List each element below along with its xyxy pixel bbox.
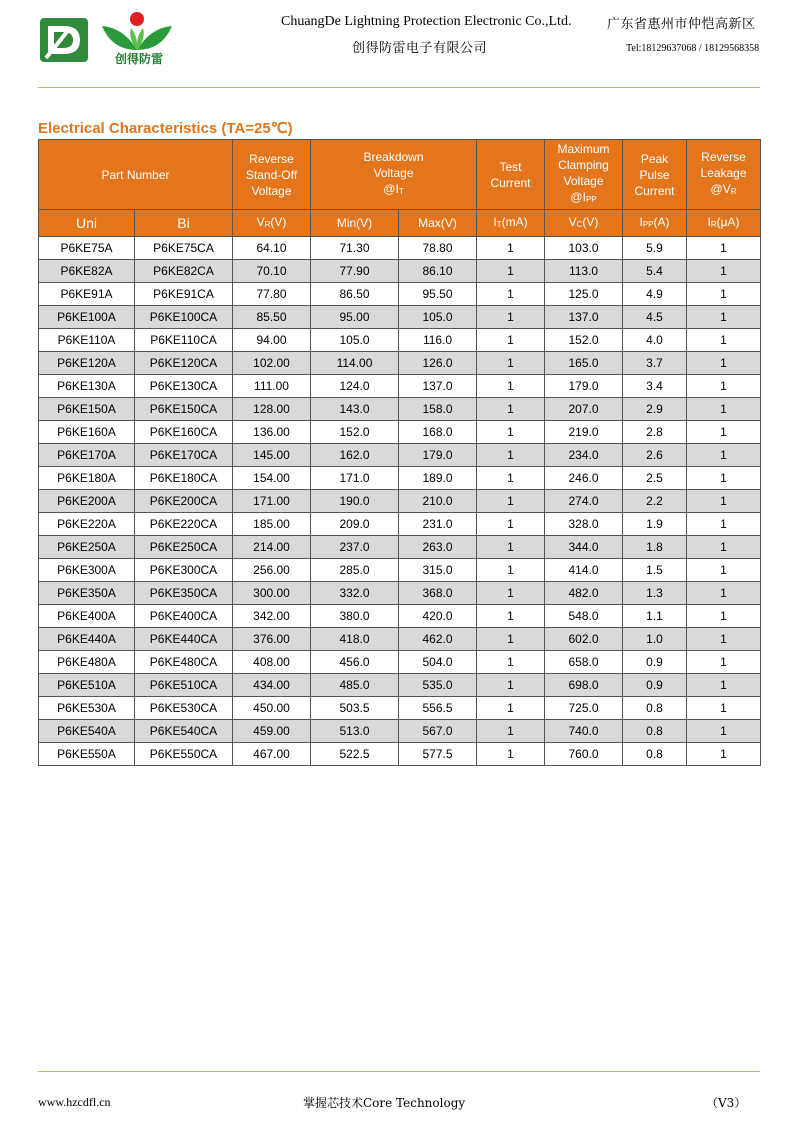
header-breakdown-voltage: Breakdown Voltage $@I_T$ xyxy=(311,140,477,210)
cell-vbr-max: 556.5 xyxy=(399,697,477,720)
cell-ipp: 2.8 xyxy=(623,421,687,444)
cell-bi-part: P6KE100CA xyxy=(135,306,233,329)
cell-ir: 1 xyxy=(687,421,761,444)
cell-vr: 450.00 xyxy=(233,697,311,720)
cell-vbr-min: 332.0 xyxy=(311,582,399,605)
cell-uni-part: P6KE170A xyxy=(39,444,135,467)
cell-ipp: 1.0 xyxy=(623,628,687,651)
cell-ipp: 1.9 xyxy=(623,513,687,536)
cell-ipp: 0.9 xyxy=(623,674,687,697)
cell-bi-part: P6KE400CA xyxy=(135,605,233,628)
cell-vbr-max: 95.50 xyxy=(399,283,477,306)
cell-vc: 760.0 xyxy=(545,743,623,766)
section-title: Electrical Characteristics (TA=25℃) xyxy=(38,120,293,137)
header-test-current: Test Current xyxy=(477,140,545,210)
table-row xyxy=(39,743,761,766)
cell-vbr-min: 86.50 xyxy=(311,283,399,306)
subheader-ir: $I_R(\mu A)$ xyxy=(687,210,761,237)
table-row xyxy=(39,260,761,283)
cell-it: 1 xyxy=(477,398,545,421)
cell-ir: 1 xyxy=(687,306,761,329)
cell-vc: 125.0 xyxy=(545,283,623,306)
cell-uni-part: P6KE480A xyxy=(39,651,135,674)
footer-version: （V3） xyxy=(706,1096,747,1110)
subheader-min: Min(V) xyxy=(311,210,399,237)
table-row xyxy=(39,605,761,628)
cell-ir: 1 xyxy=(687,628,761,651)
cell-it: 1 xyxy=(477,352,545,375)
company-name-en: ChuangDe Lightning Protection Electronic Co.,Ltd. xyxy=(281,14,572,29)
cell-vbr-min: 190.0 xyxy=(311,490,399,513)
cell-vbr-min: 152.0 xyxy=(311,421,399,444)
cell-ir: 1 xyxy=(687,605,761,628)
cell-vr: 171.00 xyxy=(233,490,311,513)
cell-vbr-min: 513.0 xyxy=(311,720,399,743)
cell-it: 1 xyxy=(477,467,545,490)
cell-ipp: 2.5 xyxy=(623,467,687,490)
cell-vc: 234.0 xyxy=(545,444,623,467)
cell-ir: 1 xyxy=(687,237,761,260)
cell-vbr-max: 420.0 xyxy=(399,605,477,628)
cell-ir: 1 xyxy=(687,329,761,352)
cell-vbr-max: 78.80 xyxy=(399,237,477,260)
company-address-cn: 广东省惠州市仲恺高新区 xyxy=(607,17,756,32)
cell-it: 1 xyxy=(477,260,545,283)
cell-bi-part: P6KE220CA xyxy=(135,513,233,536)
cell-vbr-min: 237.0 xyxy=(311,536,399,559)
cell-vr: 154.00 xyxy=(233,467,311,490)
cell-ir: 1 xyxy=(687,352,761,375)
cell-vbr-max: 158.0 xyxy=(399,398,477,421)
footer-website: www.hzcdfl.cn xyxy=(38,1095,111,1109)
cell-vbr-max: 231.0 xyxy=(399,513,477,536)
table-row xyxy=(39,628,761,651)
table-row xyxy=(39,444,761,467)
table-row xyxy=(39,398,761,421)
cell-vc: 179.0 xyxy=(545,375,623,398)
cell-ir: 1 xyxy=(687,375,761,398)
cell-bi-part: P6KE82CA xyxy=(135,260,233,283)
cell-bi-part: P6KE300CA xyxy=(135,559,233,582)
cell-uni-part: P6KE350A xyxy=(39,582,135,605)
cell-bi-part: P6KE110CA xyxy=(135,329,233,352)
cell-ir: 1 xyxy=(687,513,761,536)
table-row xyxy=(39,352,761,375)
cell-vc: 165.0 xyxy=(545,352,623,375)
footer-slogan: 掌握芯技术Core Technology xyxy=(303,1096,466,1110)
electrical-characteristics-table xyxy=(38,139,761,766)
cell-it: 1 xyxy=(477,329,545,352)
cell-uni-part: P6KE150A xyxy=(39,398,135,421)
cell-uni-part: P6KE160A xyxy=(39,421,135,444)
cell-it: 1 xyxy=(477,237,545,260)
cell-vr: 185.00 xyxy=(233,513,311,536)
cell-ipp: 0.8 xyxy=(623,720,687,743)
subheader-max: Max(V) xyxy=(399,210,477,237)
cell-ipp: 4.9 xyxy=(623,283,687,306)
cell-vbr-min: 485.0 xyxy=(311,674,399,697)
cell-uni-part: P6KE180A xyxy=(39,467,135,490)
cell-ir: 1 xyxy=(687,536,761,559)
cell-it: 1 xyxy=(477,421,545,444)
table-row xyxy=(39,559,761,582)
cell-uni-part: P6KE200A xyxy=(39,490,135,513)
cell-ipp: 3.7 xyxy=(623,352,687,375)
table-row xyxy=(39,582,761,605)
subheader-vr: $V_R(V)$ xyxy=(233,210,311,237)
cell-ir: 1 xyxy=(687,674,761,697)
cell-ipp: 1.1 xyxy=(623,605,687,628)
cell-ir: 1 xyxy=(687,743,761,766)
cell-vr: 85.50 xyxy=(233,306,311,329)
cell-it: 1 xyxy=(477,375,545,398)
cell-ipp: 0.8 xyxy=(623,743,687,766)
cell-vbr-min: 105.0 xyxy=(311,329,399,352)
cell-uni-part: P6KE530A xyxy=(39,697,135,720)
cell-uni-part: P6KE250A xyxy=(39,536,135,559)
cell-bi-part: P6KE130CA xyxy=(135,375,233,398)
cell-ipp: 1.5 xyxy=(623,559,687,582)
cell-bi-part: P6KE510CA xyxy=(135,674,233,697)
table-row xyxy=(39,306,761,329)
cell-ipp: 5.9 xyxy=(623,237,687,260)
cell-vbr-max: 210.0 xyxy=(399,490,477,513)
cell-bi-part: P6KE550CA xyxy=(135,743,233,766)
cell-ir: 1 xyxy=(687,559,761,582)
table-row xyxy=(39,283,761,306)
cell-vbr-max: 462.0 xyxy=(399,628,477,651)
cell-vbr-max: 86.10 xyxy=(399,260,477,283)
cell-vr: 342.00 xyxy=(233,605,311,628)
table-row xyxy=(39,697,761,720)
cell-ir: 1 xyxy=(687,398,761,421)
cell-vbr-max: 577.5 xyxy=(399,743,477,766)
cell-vr: 145.00 xyxy=(233,444,311,467)
cell-vbr-max: 535.0 xyxy=(399,674,477,697)
cell-vbr-min: 95.00 xyxy=(311,306,399,329)
cell-vr: 102.00 xyxy=(233,352,311,375)
cell-vc: 740.0 xyxy=(545,720,623,743)
table-row xyxy=(39,674,761,697)
cell-vc: 602.0 xyxy=(545,628,623,651)
header-max-clamping: Maximum Clamping Voltage $@I_{PP}$ xyxy=(545,140,623,210)
cell-ipp: 4.5 xyxy=(623,306,687,329)
cell-vr: 136.00 xyxy=(233,421,311,444)
cell-uni-part: P6KE130A xyxy=(39,375,135,398)
cell-vr: 467.00 xyxy=(233,743,311,766)
cell-vbr-min: 522.5 xyxy=(311,743,399,766)
header-peak-pulse: Peak Pulse Current xyxy=(623,140,687,210)
cell-vbr-max: 567.0 xyxy=(399,720,477,743)
cell-vr: 111.00 xyxy=(233,375,311,398)
cell-vbr-min: 71.30 xyxy=(311,237,399,260)
cell-ipp: 0.8 xyxy=(623,697,687,720)
cell-bi-part: P6KE160CA xyxy=(135,421,233,444)
cell-uni-part: P6KE510A xyxy=(39,674,135,697)
cell-vbr-max: 116.0 xyxy=(399,329,477,352)
cell-vc: 103.0 xyxy=(545,237,623,260)
cell-vbr-max: 368.0 xyxy=(399,582,477,605)
table-row xyxy=(39,513,761,536)
cell-ipp: 2.9 xyxy=(623,398,687,421)
header-divider xyxy=(38,87,760,88)
cell-vbr-min: 380.0 xyxy=(311,605,399,628)
cell-bi-part: P6KE480CA xyxy=(135,651,233,674)
cell-bi-part: P6KE120CA xyxy=(135,352,233,375)
cell-ipp: 1.3 xyxy=(623,582,687,605)
cell-it: 1 xyxy=(477,720,545,743)
cell-bi-part: P6KE250CA xyxy=(135,536,233,559)
cell-vc: 658.0 xyxy=(545,651,623,674)
cell-vc: 725.0 xyxy=(545,697,623,720)
cell-vbr-min: 209.0 xyxy=(311,513,399,536)
company-name-cn: 创得防雷电子有限公司 xyxy=(352,41,488,56)
cell-vc: 414.0 xyxy=(545,559,623,582)
table-row xyxy=(39,375,761,398)
cell-vr: 64.10 xyxy=(233,237,311,260)
cell-it: 1 xyxy=(477,743,545,766)
cell-ipp: 2.6 xyxy=(623,444,687,467)
subheader-row xyxy=(39,210,761,237)
cell-uni-part: P6KE220A xyxy=(39,513,135,536)
cell-vbr-min: 114.00 xyxy=(311,352,399,375)
cell-vbr-min: 143.0 xyxy=(311,398,399,421)
cell-vc: 328.0 xyxy=(545,513,623,536)
cell-it: 1 xyxy=(477,605,545,628)
cell-ir: 1 xyxy=(687,467,761,490)
cell-vc: 274.0 xyxy=(545,490,623,513)
cell-ipp: 0.9 xyxy=(623,651,687,674)
cell-vc: 698.0 xyxy=(545,674,623,697)
cell-vc: 482.0 xyxy=(545,582,623,605)
cell-it: 1 xyxy=(477,697,545,720)
company-tel: Tel:18129637068 / 18129568358 xyxy=(626,43,760,54)
cell-uni-part: P6KE110A xyxy=(39,329,135,352)
cell-bi-part: P6KE91CA xyxy=(135,283,233,306)
cell-uni-part: P6KE300A xyxy=(39,559,135,582)
cell-vc: 152.0 xyxy=(545,329,623,352)
cell-vbr-min: 503.5 xyxy=(311,697,399,720)
cell-bi-part: P6KE75CA xyxy=(135,237,233,260)
cell-uni-part: P6KE100A xyxy=(39,306,135,329)
cell-ir: 1 xyxy=(687,444,761,467)
logo-text: 创得防雷 xyxy=(114,52,163,66)
cell-it: 1 xyxy=(477,628,545,651)
cell-it: 1 xyxy=(477,306,545,329)
cell-vbr-max: 168.0 xyxy=(399,421,477,444)
cell-ipp: 1.8 xyxy=(623,536,687,559)
cell-ir: 1 xyxy=(687,490,761,513)
cell-vbr-max: 126.0 xyxy=(399,352,477,375)
cell-vr: 459.00 xyxy=(233,720,311,743)
header-reverse-leakage: Reverse Leakage $@V_R$ xyxy=(687,140,761,210)
cell-uni-part: P6KE440A xyxy=(39,628,135,651)
subheader-ipp: $I_{PP}(A)$ xyxy=(623,210,687,237)
cell-vbr-max: 179.0 xyxy=(399,444,477,467)
cell-it: 1 xyxy=(477,283,545,306)
cell-ipp: 4.0 xyxy=(623,329,687,352)
table-row xyxy=(39,651,761,674)
header-row xyxy=(39,140,761,210)
cell-bi-part: P6KE180CA xyxy=(135,467,233,490)
cell-it: 1 xyxy=(477,674,545,697)
cell-ipp: 3.4 xyxy=(623,375,687,398)
footer-divider xyxy=(38,1071,760,1072)
cell-ir: 1 xyxy=(687,651,761,674)
cell-uni-part: P6KE120A xyxy=(39,352,135,375)
table-row xyxy=(39,490,761,513)
cell-uni-part: P6KE82A xyxy=(39,260,135,283)
table-row xyxy=(39,720,761,743)
cell-vc: 548.0 xyxy=(545,605,623,628)
cell-vr: 434.00 xyxy=(233,674,311,697)
cell-it: 1 xyxy=(477,536,545,559)
table-row xyxy=(39,421,761,444)
cell-vr: 77.80 xyxy=(233,283,311,306)
cell-vr: 376.00 xyxy=(233,628,311,651)
cell-vr: 214.00 xyxy=(233,536,311,559)
cell-vc: 344.0 xyxy=(545,536,623,559)
cell-ir: 1 xyxy=(687,283,761,306)
cell-vbr-min: 418.0 xyxy=(311,628,399,651)
cell-vbr-max: 137.0 xyxy=(399,375,477,398)
cell-bi-part: P6KE350CA xyxy=(135,582,233,605)
cell-vbr-max: 189.0 xyxy=(399,467,477,490)
cell-vbr-min: 171.0 xyxy=(311,467,399,490)
cell-vbr-max: 504.0 xyxy=(399,651,477,674)
cell-ir: 1 xyxy=(687,260,761,283)
header-part-number: Part Number xyxy=(39,140,233,210)
table-row xyxy=(39,536,761,559)
cell-it: 1 xyxy=(477,444,545,467)
cell-vbr-min: 124.0 xyxy=(311,375,399,398)
cell-vr: 128.00 xyxy=(233,398,311,421)
cell-vc: 113.0 xyxy=(545,260,623,283)
cell-vr: 94.00 xyxy=(233,329,311,352)
cell-it: 1 xyxy=(477,651,545,674)
cell-bi-part: P6KE150CA xyxy=(135,398,233,421)
cell-vc: 246.0 xyxy=(545,467,623,490)
cell-vbr-max: 263.0 xyxy=(399,536,477,559)
subheader-vc: $V_C(V)$ xyxy=(545,210,623,237)
cell-vr: 256.00 xyxy=(233,559,311,582)
header-reverse-standoff: Reverse Stand-Off Voltage xyxy=(233,140,311,210)
cell-vr: 300.00 xyxy=(233,582,311,605)
cell-uni-part: P6KE550A xyxy=(39,743,135,766)
cell-vr: 70.10 xyxy=(233,260,311,283)
cell-ir: 1 xyxy=(687,697,761,720)
cell-uni-part: P6KE91A xyxy=(39,283,135,306)
subheader-uni: Uni xyxy=(39,210,135,237)
cell-vc: 219.0 xyxy=(545,421,623,444)
cell-uni-part: P6KE400A xyxy=(39,605,135,628)
cell-ir: 1 xyxy=(687,720,761,743)
subheader-bi: Bi xyxy=(135,210,233,237)
cell-ipp: 5.4 xyxy=(623,260,687,283)
cell-it: 1 xyxy=(477,559,545,582)
cell-it: 1 xyxy=(477,513,545,536)
cell-bi-part: P6KE170CA xyxy=(135,444,233,467)
cell-bi-part: P6KE530CA xyxy=(135,697,233,720)
table-row xyxy=(39,237,761,260)
cell-vbr-min: 162.0 xyxy=(311,444,399,467)
cell-bi-part: P6KE540CA xyxy=(135,720,233,743)
cell-vbr-max: 105.0 xyxy=(399,306,477,329)
cell-uni-part: P6KE75A xyxy=(39,237,135,260)
cell-vr: 408.00 xyxy=(233,651,311,674)
table-row xyxy=(39,329,761,352)
cell-bi-part: P6KE200CA xyxy=(135,490,233,513)
cell-uni-part: P6KE540A xyxy=(39,720,135,743)
cell-vc: 137.0 xyxy=(545,306,623,329)
cell-vbr-max: 315.0 xyxy=(399,559,477,582)
cell-vbr-min: 285.0 xyxy=(311,559,399,582)
cell-it: 1 xyxy=(477,490,545,513)
cell-vbr-min: 456.0 xyxy=(311,651,399,674)
cell-it: 1 xyxy=(477,582,545,605)
subheader-it: $I_T(mA)$ xyxy=(477,210,545,237)
cell-vbr-min: 77.90 xyxy=(311,260,399,283)
cell-ir: 1 xyxy=(687,582,761,605)
cell-bi-part: P6KE440CA xyxy=(135,628,233,651)
company-logo-mark xyxy=(40,18,88,62)
cell-ipp: 2.2 xyxy=(623,490,687,513)
table-row xyxy=(39,467,761,490)
cell-vc: 207.0 xyxy=(545,398,623,421)
